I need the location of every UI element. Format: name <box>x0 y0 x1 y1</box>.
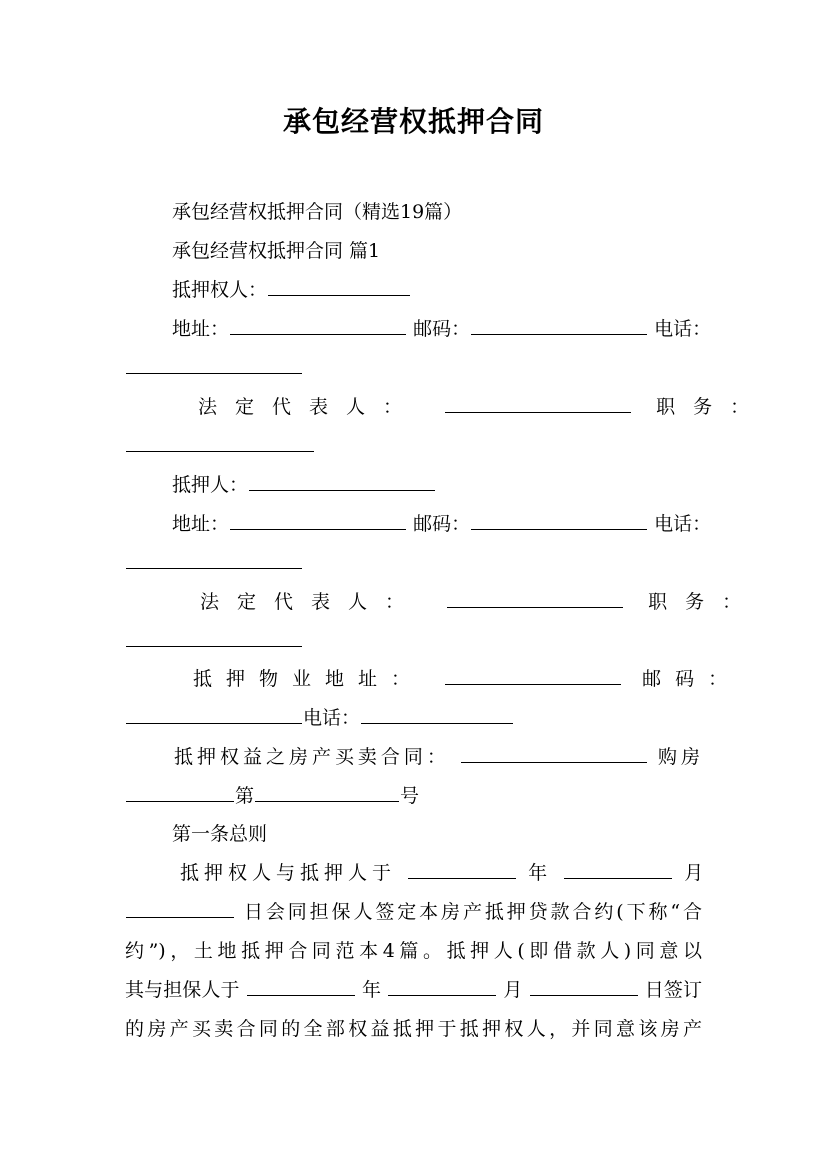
phone-label-b: 电话： <box>654 513 712 535</box>
phone-line-b <box>125 549 702 577</box>
property-address-line <box>193 665 742 693</box>
position-line <box>125 432 702 460</box>
postcode-label: 邮码： <box>413 318 471 340</box>
mortgagee-line <box>172 276 702 304</box>
subtitle: 承包经营权抵押合同（精选19篇） <box>172 201 463 223</box>
month-blank-b <box>388 977 496 996</box>
postcode-label-b: 邮码： <box>413 513 471 535</box>
address-blank-b <box>230 511 406 530</box>
position-label-b: 职务： <box>648 591 760 613</box>
position-blank <box>126 433 314 452</box>
legal-rep-label-b: 法定代表人： <box>200 591 423 613</box>
paragraph-text: 日会同担保人签定本房产抵押贷款合约(下称“合 <box>243 901 702 923</box>
address-label-b: 地址： <box>172 513 230 535</box>
mortgagee-address-line <box>172 315 712 343</box>
paragraph-line-3 <box>125 937 702 965</box>
contract-number-line <box>125 782 702 810</box>
day-blank <box>126 899 234 918</box>
phone-line <box>125 354 702 382</box>
legal-rep-label: 法定代表人： <box>198 396 421 418</box>
paragraph-text: 的房产买卖合同的全部权益抵押于抵押权人，并同意该房产 <box>125 1018 702 1040</box>
property-contact-line <box>125 704 702 732</box>
year-label-b: 年 <box>361 979 382 1001</box>
paragraph-line-5 <box>125 1015 702 1043</box>
mortgagor-blank <box>249 472 435 491</box>
property-address-blank <box>445 666 621 685</box>
property-address-label: 抵押物业地址： <box>193 668 425 690</box>
month-label-b: 月 <box>503 979 523 1001</box>
phone-blank <box>126 355 302 374</box>
paragraph-line-2 <box>125 898 702 926</box>
mortgagee-label: 抵押权人： <box>172 279 268 301</box>
postcode-label-c: 邮码： <box>642 668 742 690</box>
address-label: 地址： <box>172 318 230 340</box>
year-blank <box>408 860 516 879</box>
mortgagee-blank <box>268 277 410 296</box>
year-label: 年 <box>528 862 553 884</box>
phone-blank-b <box>126 550 302 569</box>
month-label: 月 <box>684 862 709 884</box>
legal-rep-blank <box>445 394 631 413</box>
mortgagor-address-line <box>172 510 712 538</box>
equity-contract-line <box>174 743 702 771</box>
paragraph-text: 抵押权人与抵押人于 <box>180 862 397 884</box>
section-heading: 承包经营权抵押合同 篇1 <box>172 240 381 262</box>
purchase-label: 购房 <box>657 746 702 768</box>
paragraph-line-1 <box>180 859 709 887</box>
mortgagor-label: 抵押人： <box>172 474 249 496</box>
equity-contract-label: 抵押权益之房产买卖合同： <box>174 746 450 768</box>
month-blank <box>564 860 672 879</box>
paragraph-line-4 <box>125 976 702 1004</box>
article-title: 第一条总则 <box>172 823 268 845</box>
address-blank <box>230 316 406 335</box>
legal-rep-line <box>198 393 768 421</box>
property-postcode-blank <box>126 705 302 724</box>
legal-rep-blank-b <box>447 589 623 608</box>
paragraph-text: 日签订 <box>644 979 702 1001</box>
paragraph-text: 约”)，土地抵押合同范本4篇。抵押人(即借款人)同意以 <box>125 940 702 962</box>
year-blank-b <box>247 977 355 996</box>
phone-label: 电话： <box>654 318 712 340</box>
phone-label-c: 电话： <box>303 707 361 729</box>
purchase-blank <box>126 783 234 802</box>
position-blank-b <box>126 628 302 647</box>
position-line-b <box>125 627 702 655</box>
position-label: 职务： <box>656 396 768 418</box>
paragraph-text: 其与担保人于 <box>125 979 240 1001</box>
mortgagor-line <box>172 471 702 499</box>
property-phone-blank <box>361 705 513 724</box>
day-blank-b <box>530 977 638 996</box>
no-label: 第 <box>235 785 255 807</box>
legal-rep-line-b <box>200 588 760 616</box>
equity-contract-blank <box>461 744 647 763</box>
page-title: 承包经营权抵押合同 <box>282 105 544 138</box>
postcode-blank <box>471 316 647 335</box>
postcode-blank-b <box>471 511 647 530</box>
number-blank <box>255 783 399 802</box>
number-suffix: 号 <box>400 785 420 807</box>
